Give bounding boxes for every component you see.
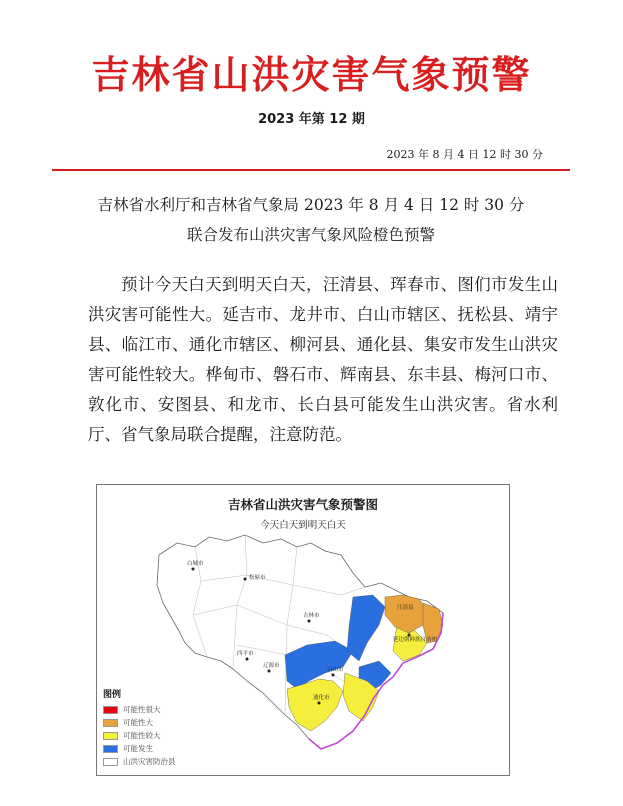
city-songyuan: 松原市 xyxy=(249,575,266,581)
legend-swatch xyxy=(103,745,118,753)
legend-item-likely: 可能性较大 xyxy=(103,729,176,742)
legend-swatch xyxy=(103,719,118,727)
issue-number: 2023 年第 12 期 xyxy=(258,112,365,127)
city-baicheng: 白城市 xyxy=(187,561,204,567)
legend-swatch xyxy=(103,758,118,766)
map-legend xyxy=(103,687,176,768)
legend-item-county: 山洪灾害防治县 xyxy=(103,755,176,768)
city-liaoyuan: 辽源市 xyxy=(263,663,280,669)
intro-line-1: 吉林省水利厅和吉林省气象局 2023 年 8 月 4 日 12 时 30 分 xyxy=(97,196,525,214)
legend-item-very-high: 可能性很大 xyxy=(103,703,176,716)
header-divider xyxy=(52,169,570,171)
city-baishan: 白山市 xyxy=(327,667,344,673)
legend-title: 图例 xyxy=(103,690,122,700)
legend-item-possible: 可能发生 xyxy=(103,742,176,755)
document-title: 吉林省山洪灾害气象预警 xyxy=(91,53,532,97)
city-siping: 四平市 xyxy=(237,651,254,657)
warning-paragraph: 预计今天白天到明天白天，汪清县、珲春市、图们市发生山洪灾害可能性大。延吉市、龙井市、白山市辖区、抚松县、靖宇县、临江市、通化市辖区、柳河县、通化县、集安市发生山洪灾害可能性较大。桦甸市、磐石市、辉南县、东丰县、梅河口市、敦化市、安图县、和龙市、长白县可能发生山洪灾害。省水利厅、省气象局联合提醒，注意防范。 xyxy=(88,275,558,444)
city-jilin: 吉林市 xyxy=(303,613,320,619)
issue-date: 2023 年 8 月 4 日 12 时 30 分 xyxy=(386,148,543,161)
city-yanbian: 延边朝鲜族自治州 xyxy=(393,637,438,643)
city-wangqing: 汪清县 xyxy=(397,605,414,611)
legend-item-high: 可能性大 xyxy=(103,716,176,729)
warning-map xyxy=(96,484,510,776)
map-subtitle: 今天白天到明天白天 xyxy=(260,520,346,531)
city-tonghua: 通化市 xyxy=(313,695,330,701)
map-title: 吉林省山洪灾害气象预警图 xyxy=(227,497,378,512)
legend-swatch xyxy=(103,706,118,714)
body-text xyxy=(88,270,558,450)
intro-block xyxy=(52,190,570,250)
intro-line-2: 联合发布山洪灾害气象风险橙色预警 xyxy=(186,226,435,244)
legend-swatch xyxy=(103,732,118,740)
